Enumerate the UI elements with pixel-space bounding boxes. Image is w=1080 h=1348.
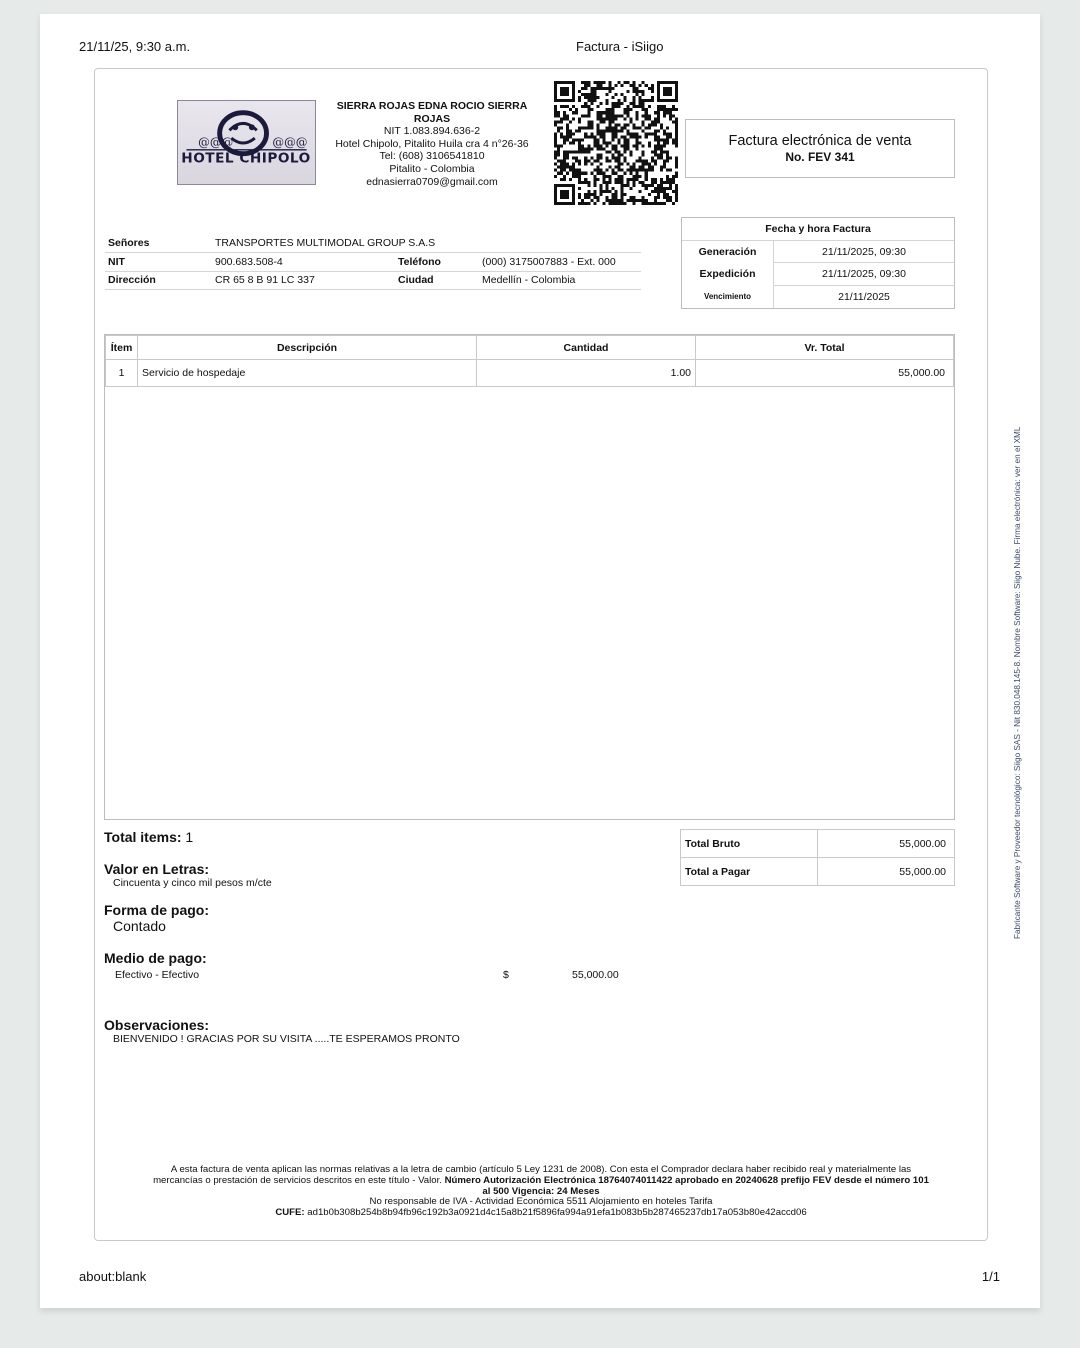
document-number: No. FEV 341 bbox=[785, 150, 855, 164]
payment-currency: $ bbox=[503, 969, 509, 981]
client-row bbox=[105, 271, 641, 290]
row-total: 55,000.00 bbox=[696, 360, 954, 387]
company-city: Pitalito - Colombia bbox=[389, 162, 475, 175]
legal-footer bbox=[115, 1165, 967, 1219]
client-info bbox=[105, 234, 641, 290]
invoice bbox=[94, 68, 1022, 1241]
payment-form-label: Forma de pago: bbox=[104, 902, 210, 918]
total-items-label: Total items: bbox=[104, 829, 182, 845]
client-city-label: Ciudad bbox=[395, 271, 479, 290]
company-name: SIERRA ROJAS EDNA ROCIO SIERRA ROJAS bbox=[336, 100, 528, 125]
total-items-value: 1 bbox=[185, 829, 194, 845]
footer-line1: A esta factura de venta aplican las normas relativas a la letra de cambio (artículo 5 Ley 1231 de 2008). Con esta el Comprador declara haber recibido real y materialmente las bbox=[170, 1164, 912, 1175]
row-quantity: 1.00 bbox=[477, 360, 696, 387]
svg-text:@@@: @@@ bbox=[198, 134, 234, 149]
totals-table bbox=[680, 829, 955, 886]
gross-value: 55,000.00 bbox=[818, 830, 955, 858]
qr-code bbox=[554, 81, 678, 205]
due-value: 21/11/2025 bbox=[773, 286, 954, 308]
footer-validity: al 500 Vigencia: 24 Meses bbox=[482, 1185, 600, 1197]
header-quantity: Cantidad bbox=[477, 336, 696, 360]
observations-label: Observaciones: bbox=[104, 1017, 210, 1033]
company-info bbox=[328, 100, 536, 188]
header-item: Ítem bbox=[106, 336, 138, 360]
svg-text:HOTEL CHIPOLO: HOTEL CHIPOLO bbox=[181, 150, 311, 167]
qr-code-icon bbox=[554, 81, 678, 205]
header-total: Vr. Total bbox=[696, 336, 954, 360]
words-value: Cincuenta y cinco mil pesos m/cte bbox=[113, 877, 272, 889]
totals-row bbox=[681, 858, 955, 886]
payment-method-label: Medio de pago: bbox=[104, 950, 207, 966]
footer-line2-normal: mercancías o prestación de servicios descritos en este título - Valor. bbox=[153, 1174, 442, 1186]
footer-cufe bbox=[115, 1208, 967, 1219]
row-description: Servicio de hospedaje bbox=[138, 360, 477, 387]
items-table-container bbox=[104, 334, 955, 820]
header-description: Descripción bbox=[138, 336, 477, 360]
dates-header: Fecha y hora Factura bbox=[682, 218, 954, 241]
cufe-value: ad1b0b308b254b8b94fb96c192b3a0921d4c15a8b21f5896fa994a91efa1b083b5b287465237db17a053b80e42accd06 bbox=[307, 1207, 807, 1219]
total-items bbox=[104, 829, 193, 845]
cufe-label: CUFE: bbox=[275, 1207, 305, 1219]
company-email: ednasierra0709@gmail.com bbox=[366, 175, 498, 188]
issue-value: 21/11/2025, 09:30 bbox=[773, 263, 954, 285]
company-nit: NIT 1.083.894.636-2 bbox=[383, 125, 481, 138]
words-label: Valor en Letras: bbox=[104, 861, 210, 877]
client-name: TRANSPORTES MULTIMODAL GROUP S.A.S bbox=[212, 234, 641, 253]
totals-row bbox=[681, 830, 955, 858]
payment-form-value: Contado bbox=[113, 918, 166, 934]
items-header-row bbox=[106, 336, 954, 360]
payment-method-value: Efectivo - Efectivo bbox=[115, 969, 200, 981]
client-nit-label: NIT bbox=[105, 253, 212, 272]
company-phone: Tel: (608) 3106541810 bbox=[379, 150, 485, 163]
client-nit: 900.683.508-4 bbox=[212, 253, 395, 272]
issue-label: Expedición bbox=[699, 268, 756, 281]
client-address: CR 65 8 B 91 LC 337 bbox=[212, 271, 395, 290]
footer-tax-info: No responsable de IVA - Actividad Económica 5511 Alojamiento en hoteles Tarifa bbox=[369, 1196, 713, 1208]
generation-value: 21/11/2025, 09:30 bbox=[773, 241, 954, 263]
document-title-box bbox=[685, 119, 955, 178]
payment-amount: 55,000.00 bbox=[572, 969, 619, 981]
client-city: Medellín - Colombia bbox=[479, 271, 641, 290]
table-row bbox=[106, 360, 954, 387]
print-page bbox=[40, 14, 1040, 1308]
client-row bbox=[105, 234, 641, 253]
software-provider-note: Fabricante Software y Proveedor tecnológico: Siigo SAS - Nit 830.048.145-8. Nombre Software: Siigo Nube. Firma electrónica: ver en el XML bbox=[1013, 426, 1022, 939]
items-table bbox=[105, 335, 954, 387]
document-type: Factura electrónica de venta bbox=[728, 133, 912, 149]
client-senores-label: Señores bbox=[105, 234, 212, 253]
date-row-issue bbox=[682, 263, 954, 285]
generation-label: Generación bbox=[698, 246, 757, 259]
client-row bbox=[105, 253, 641, 272]
print-page-title: Factura - iSiigo bbox=[576, 39, 664, 54]
footer-authorization: Número Autorización Electrónica 18764074011422 aprobado en 20240628 prefijo FEV desde el número 101 bbox=[444, 1174, 929, 1186]
svg-text:@@@: @@@ bbox=[272, 134, 308, 149]
date-row-generation bbox=[682, 241, 954, 263]
client-address-label: Dirección bbox=[105, 271, 212, 290]
row-item: 1 bbox=[106, 360, 138, 387]
gross-label: Total Bruto bbox=[681, 830, 818, 858]
company-logo bbox=[177, 100, 316, 185]
company-address: Hotel Chipolo, Pitalito Huila cra 4 n°26-36 bbox=[335, 137, 529, 150]
pay-label: Total a Pagar bbox=[681, 858, 818, 886]
pay-value: 55,000.00 bbox=[818, 858, 955, 886]
client-phone: (000) 3175007883 - Ext. 000 bbox=[479, 253, 641, 272]
print-datetime: 21/11/25, 9:30 a.m. bbox=[79, 39, 191, 54]
print-page-number: 1/1 bbox=[981, 1269, 1000, 1284]
due-label: Vencimiento bbox=[703, 292, 752, 302]
invoice-dates bbox=[681, 217, 955, 309]
date-row-due bbox=[682, 286, 954, 308]
observations-value: BIENVENIDO ! GRACIAS POR SU VISITA .....TE ESPERAMOS PRONTO bbox=[113, 1033, 460, 1045]
client-phone-label: Teléfono bbox=[395, 253, 479, 272]
hotel-chipolo-logo-icon bbox=[178, 101, 315, 184]
print-url: about:blank bbox=[79, 1269, 147, 1284]
